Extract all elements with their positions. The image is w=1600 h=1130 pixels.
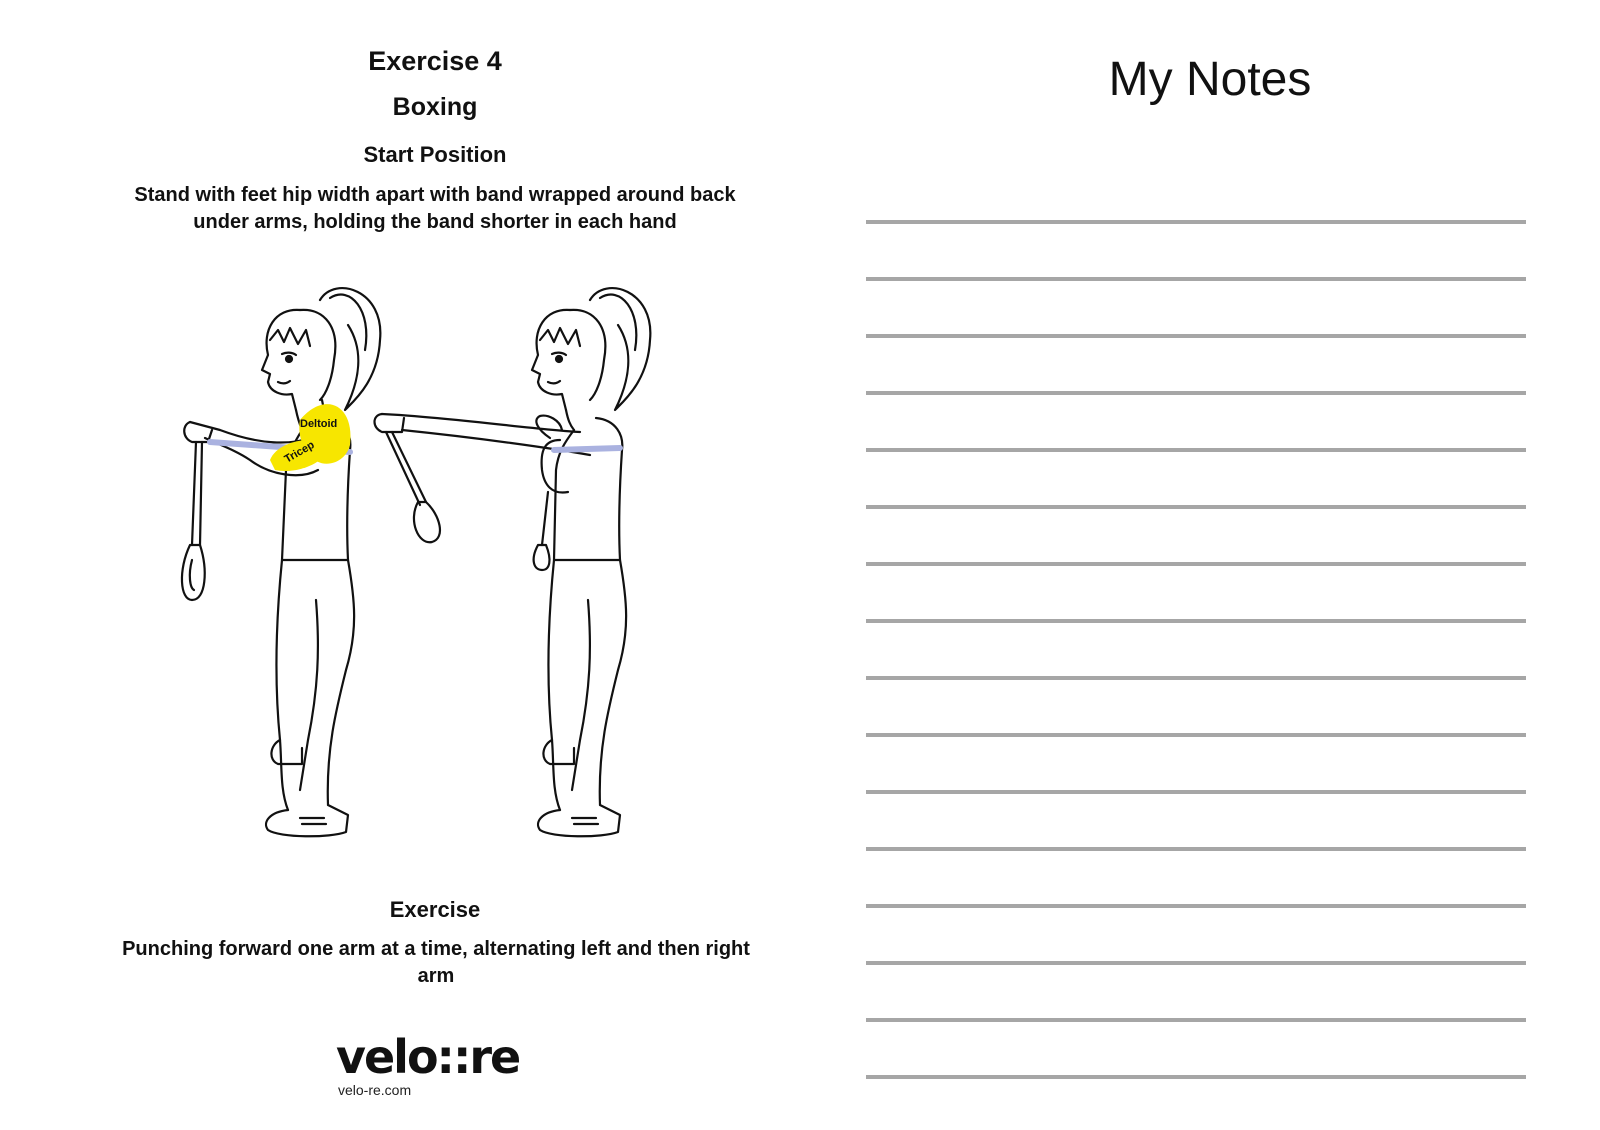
deltoid-label: Deltoid xyxy=(300,418,338,430)
notes-title: My Notes xyxy=(1108,53,1312,106)
start-position-heading: Start Position xyxy=(363,142,507,167)
note-line xyxy=(866,676,1526,680)
logo-url: velo-re.com xyxy=(338,1082,412,1098)
note-line xyxy=(866,847,1526,851)
start-position-description: Stand with feet hip width apart with band wrapped around back under arms, holding the band shorter in each hand xyxy=(134,184,736,233)
note-line xyxy=(866,1075,1526,1079)
note-line xyxy=(866,505,1526,509)
note-line xyxy=(866,904,1526,908)
exercise-name-heading: Boxing xyxy=(392,93,478,121)
figure-punching xyxy=(375,288,651,836)
velo-re-logo xyxy=(336,1030,536,1120)
exercise-illustration xyxy=(150,270,710,870)
note-line xyxy=(866,448,1526,452)
tricep-label: Tricep xyxy=(282,439,317,466)
exercise-heading: Exercise xyxy=(389,897,481,922)
notes-page xyxy=(860,0,1560,1130)
figure-start-position xyxy=(182,288,380,836)
note-line xyxy=(866,619,1526,623)
muscle-highlights xyxy=(270,404,351,471)
note-line xyxy=(866,961,1526,965)
note-line xyxy=(866,790,1526,794)
exercise-number-heading: Exercise 4 xyxy=(368,46,502,76)
note-line xyxy=(866,562,1526,566)
note-line xyxy=(866,733,1526,737)
note-line xyxy=(866,1018,1526,1022)
note-line xyxy=(866,277,1526,281)
logo-mark: velo::re xyxy=(336,1030,520,1084)
note-line xyxy=(866,391,1526,395)
exercise-description: Punching forward one arm at a time, alternating left and then right arm xyxy=(122,938,750,987)
note-line xyxy=(866,220,1526,224)
note-line xyxy=(866,334,1526,338)
